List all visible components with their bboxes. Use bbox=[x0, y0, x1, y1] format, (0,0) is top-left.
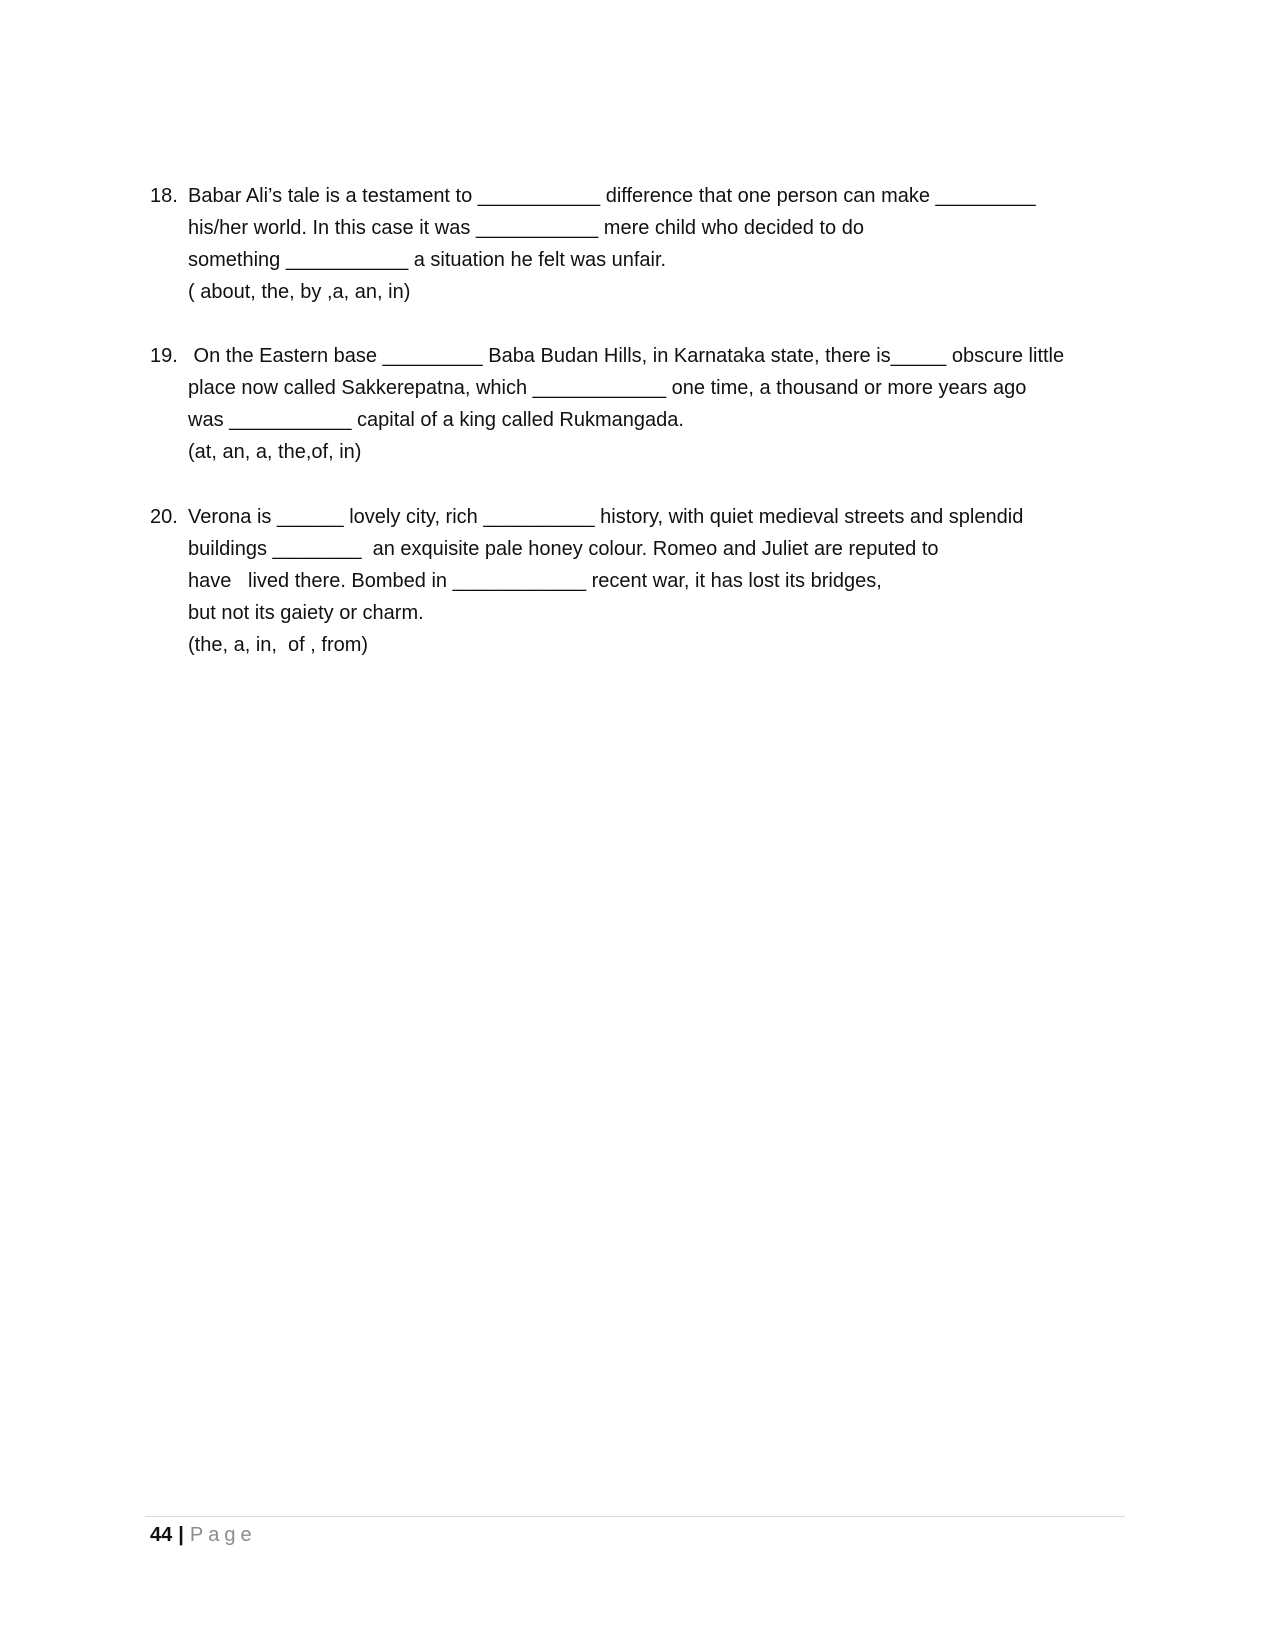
question-line: was ___________ capital of a king called Rukmangada. bbox=[188, 409, 684, 431]
word-options: (the, a, in, of , from) bbox=[188, 634, 369, 656]
footer-divider bbox=[145, 1516, 1125, 1517]
question-line: buildings ________ an exquisite pale honey colour. Romeo and Juliet are reputed to bbox=[188, 538, 939, 560]
question-line: something ___________ a situation he felt was unfair. bbox=[188, 249, 667, 271]
question-line: On the Eastern base _________ Baba Budan Hills, in Karnataka state, there is_____ obscure little bbox=[188, 345, 1065, 367]
question-line: but not its gaiety or charm. bbox=[188, 602, 424, 624]
question-line: his/her world. In this case it was ___________ mere child who decided to do bbox=[188, 217, 864, 239]
question-number: 18. bbox=[150, 185, 178, 207]
question-line: Verona is ______ lovely city, rich __________ history, with quiet medieval streets and splendid bbox=[188, 506, 1024, 528]
question-line: place now called Sakkerepatna, which ____________ one time, a thousand or more years ago bbox=[188, 377, 1027, 399]
question-19 bbox=[150, 340, 1110, 468]
word-options: ( about, the, by ,a, an, in) bbox=[188, 281, 411, 303]
question-number: 19. bbox=[150, 345, 178, 367]
question-line: Babar Ali’s tale is a testament to ___________ difference that one person can make _________ bbox=[188, 185, 1036, 207]
page-number: 44 bbox=[150, 1524, 173, 1546]
question-18 bbox=[150, 180, 1110, 308]
question-line: have lived there. Bombed in ____________ recent war, it has lost its bridges, bbox=[188, 570, 882, 592]
footer-separator: | bbox=[178, 1524, 184, 1546]
word-options: (at, an, a, the,of, in) bbox=[188, 441, 362, 463]
question-20 bbox=[150, 501, 1110, 661]
page-label: Page bbox=[189, 1524, 257, 1546]
page-footer bbox=[150, 1521, 257, 1549]
question-number: 20. bbox=[150, 506, 178, 528]
